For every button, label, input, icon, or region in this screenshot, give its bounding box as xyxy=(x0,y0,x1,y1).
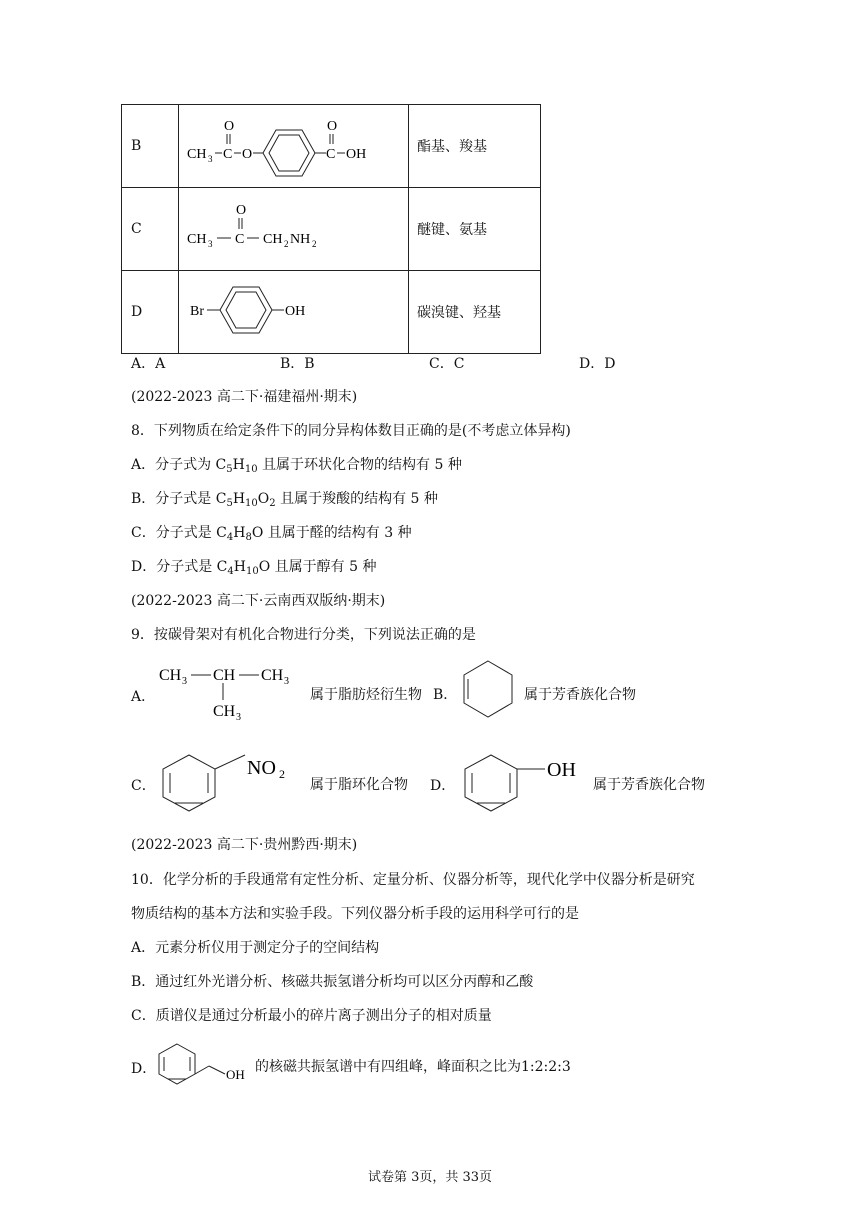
benzyl-alcohol-structure xyxy=(155,1042,255,1090)
svg-text:Br: Br xyxy=(190,304,204,319)
page-footer: 试卷第 3页，共 33页 xyxy=(367,1170,493,1185)
structure-cell xyxy=(179,188,409,271)
functional-groups: 酯基、羧基 xyxy=(409,105,541,188)
svg-text:NH: NH xyxy=(290,232,311,247)
svg-text:OH: OH xyxy=(346,147,367,162)
aminoacetone-structure xyxy=(179,188,408,266)
svg-text:CH: CH xyxy=(187,232,207,247)
row-label: C xyxy=(122,188,179,271)
q9-d-label: D． xyxy=(430,778,456,794)
q9-source: (2022-2023 高二下·云南西双版纳·期末) xyxy=(131,593,386,609)
svg-text:OH: OH xyxy=(226,1067,245,1082)
isobutane-structure xyxy=(155,660,303,722)
svg-text:C: C xyxy=(235,232,245,247)
nitrobenzene-structure xyxy=(157,752,299,812)
q10-option-b: B．通过红外光谱分析、核磁共振氢谱分析均可以区分丙醇和乙酸 xyxy=(131,974,534,990)
svg-text:CH: CH xyxy=(213,703,236,720)
svg-text:C: C xyxy=(223,147,233,162)
q10-option-c: C．质谱仪是通过分析最小的碎片离子测出分子的相对质量 xyxy=(131,1008,492,1024)
q9-d-text: 属于芳香族化合物 xyxy=(593,777,705,793)
bromophenol-structure xyxy=(179,271,408,349)
svg-text:OH: OH xyxy=(547,759,576,781)
svg-text:CH: CH xyxy=(159,667,182,684)
q9-b-label: B． xyxy=(433,687,458,703)
svg-text:OH: OH xyxy=(285,304,306,319)
table-row xyxy=(122,271,541,354)
q10-stem-line2: 物质结构的基本方法和实验手段。下列仪器分析手段的运用科学可行的是 xyxy=(131,906,579,922)
q9-c-text: 属于脂环化合物 xyxy=(310,777,408,793)
table-row xyxy=(122,188,541,271)
q9-a-label: A． xyxy=(131,689,156,705)
q10-source: (2022-2023 高二下·贵州黔西·期末) xyxy=(131,837,358,853)
q8-source: (2022-2023 高二下·福建福州·期末) xyxy=(131,389,358,405)
functional-groups: 碳溴键、羟基 xyxy=(409,271,541,354)
svg-text:O: O xyxy=(242,147,253,162)
q10-option-a: A．元素分析仪用于测定分子的空间结构 xyxy=(131,940,380,956)
svg-text:O: O xyxy=(236,203,247,218)
q10-d-label: D． xyxy=(131,1061,157,1077)
svg-text:2: 2 xyxy=(312,239,317,249)
option-b: B．B xyxy=(280,356,315,372)
q8-option-b: B．分子式是 $C_5H_{10}O_2$ 且属于羧酸的结构有 5 种 xyxy=(131,491,438,509)
q10-d-text: 的核磁共振氢谱中有四组峰，峰面积之比为1:2:2:3 xyxy=(255,1059,571,1075)
svg-text:3: 3 xyxy=(236,712,241,722)
svg-text:2: 2 xyxy=(279,767,285,781)
svg-text:3: 3 xyxy=(208,154,213,164)
svg-text:O: O xyxy=(327,119,338,134)
svg-text:CH: CH xyxy=(187,147,207,162)
q9-c-label: C． xyxy=(131,778,156,794)
svg-text:NO: NO xyxy=(247,757,276,779)
q9-a-text: 属于脂肪烃衍生物 xyxy=(310,687,422,703)
cyclohexene-structure xyxy=(460,658,516,720)
q10-stem-line1: 10．化学分析的手段通常有定性分析、定量分析、仪器分析等，现代化学中仪器分析是研究 xyxy=(131,872,695,888)
ester-acid-structure xyxy=(179,105,408,183)
svg-text:CH: CH xyxy=(213,667,236,684)
functional-groups: 醚键、氨基 xyxy=(409,188,541,271)
svg-text:CH: CH xyxy=(261,667,284,684)
option-c: C．C xyxy=(429,356,465,372)
svg-text:3: 3 xyxy=(284,676,289,687)
table-row xyxy=(122,105,541,188)
svg-text:3: 3 xyxy=(182,676,187,687)
row-label: B xyxy=(122,105,179,188)
functional-group-table xyxy=(121,104,541,354)
q8-stem: 8．下列物质在给定条件下的同分异构体数目正确的是(不考虑立体异构) xyxy=(131,423,571,439)
option-d: D．D xyxy=(579,356,616,372)
svg-text:CH: CH xyxy=(263,232,283,247)
phenol-structure xyxy=(459,752,585,812)
q8-option-a: A．分子式为 $C_5H_{10}$ 且属于环状化合物的结构有 5 种 xyxy=(131,457,462,475)
svg-text:O: O xyxy=(224,119,235,134)
svg-text:2: 2 xyxy=(284,239,289,249)
structure-cell xyxy=(179,271,409,354)
q9-b-text: 属于芳香族化合物 xyxy=(524,687,636,703)
q9-stem: 9．按碳骨架对有机化合物进行分类，下列说法正确的是 xyxy=(131,627,476,643)
structure-cell xyxy=(179,105,409,188)
q8-option-d: D．分子式是 $C_4H_{10}O$ 且属于醇有 5 种 xyxy=(131,559,377,577)
option-a: A．A xyxy=(131,356,166,372)
row-label: D xyxy=(122,271,179,354)
svg-text:C: C xyxy=(326,147,336,162)
svg-text:3: 3 xyxy=(208,239,213,249)
q8-option-c: C．分子式是 $C_4H_8O$ 且属于醛的结构有 3 种 xyxy=(131,525,412,543)
